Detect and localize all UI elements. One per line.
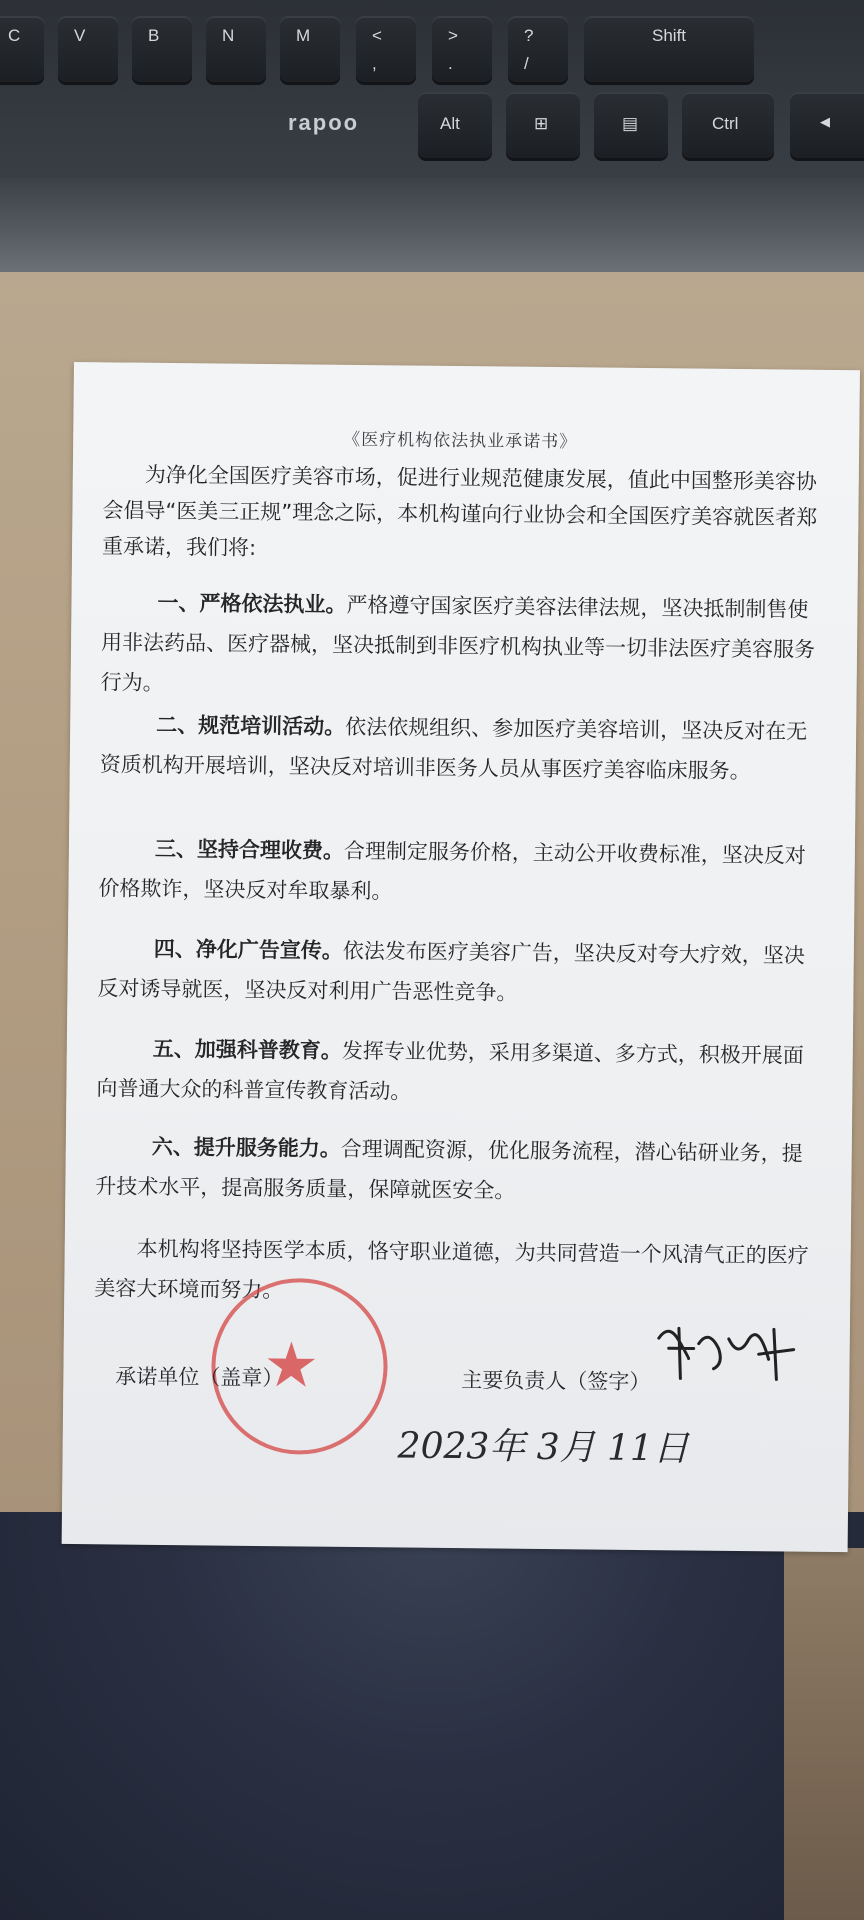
item-3 (98, 828, 819, 916)
key-c: C (0, 16, 44, 82)
key-v: V (58, 16, 118, 82)
item-2 (100, 704, 821, 792)
star-icon: ★ (263, 1328, 320, 1402)
key-menu (594, 92, 668, 158)
keyboard-brand-logo: rapoo (288, 110, 360, 135)
key-period: > . (432, 16, 492, 82)
arrow-left-icon: ◀ (820, 114, 830, 129)
key-comma: < , (356, 16, 416, 82)
handwritten-signature (648, 1318, 799, 1390)
document-title: 《医疗机构依法执业承诺书》 (343, 429, 578, 453)
item-heading: 四、净化广告宣传。 (153, 936, 343, 963)
item-text: 依法依规组织、参加医疗美容培训，坚决反对在无资质机构开展培训，坚决反对培训非医务人员从事医疗美容临床服务。 (99, 714, 808, 784)
item-text: 依法发布医疗美容广告，坚决反对夸大疗效，坚决反对诱导就医，坚决反对利用广告恶性竞争。 (97, 938, 805, 1005)
handwritten-date: 2023年 3月 11日 (397, 1425, 690, 1470)
windows-icon: ⊞ (534, 114, 549, 133)
key-b: B (132, 16, 192, 82)
key-m: M (280, 16, 340, 82)
item-heading: 六、提升服务能力。 (151, 1134, 341, 1161)
item-text: 发挥专业优势，采用多渠道、多方式，积极开展面向普通大众的科普宣传教育活动。 (96, 1038, 804, 1104)
key-left (790, 92, 864, 158)
signer-unit-label: 承诺单位（盖章） (115, 1364, 284, 1391)
desk-corner (784, 1548, 864, 1920)
key-alt: Alt (418, 92, 492, 158)
key-shift: Shift (584, 16, 754, 82)
item-heading: 三、坚持合理收费。 (154, 836, 345, 863)
item-6 (95, 1126, 816, 1214)
item-text: 严格遵守国家医疗美容法律法规，坚决抵制制售使用非法药品、医疗器械，坚决抵制到非医疗机构执业等一切非法医疗美容服务行为。 (100, 592, 816, 695)
intro-paragraph: 为净化全国医疗美容市场，促进行业规范健康发展，值此中国整形美容协会倡导“医美三正规”理念之际，本机构谨向行业协会和全国医疗美容就医者郑重承诺，我们将: (101, 462, 818, 560)
item-5 (96, 1028, 817, 1116)
item-heading: 二、规范培训活动。 (156, 712, 346, 739)
key-ctrl: Ctrl (682, 92, 774, 158)
commitment-letter (62, 362, 860, 1552)
key-windows (506, 92, 580, 158)
keyboard (0, 0, 864, 272)
cloth-background (0, 1512, 864, 1920)
key-slash: ? / (508, 16, 568, 82)
principal-label: 主要负责人（签字） (461, 1368, 651, 1395)
menu-icon: ▤ (622, 114, 639, 133)
item-heading: 五、加强科普教育。 (152, 1036, 342, 1063)
closing-paragraph: 本机构将坚持医学本质，恪守职业道德，为共同营造一个风清气正的医疗美容大环境而努力。 (94, 1236, 809, 1303)
item-text: 合理调配资源，优化服务流程，潜心钻研业务，提升技术水平，提高服务质量，保障就医安全。 (95, 1136, 803, 1203)
key-n: N (206, 16, 266, 82)
item-1 (100, 582, 821, 710)
item-4 (97, 928, 818, 1016)
keyboard-edge (0, 178, 864, 272)
item-heading: 一、严格依法执业。 (157, 590, 347, 617)
item-text: 合理制定服务价格，主动公开收费标准，坚决反对价格欺诈，坚决反对牟取暴利。 (98, 838, 806, 904)
